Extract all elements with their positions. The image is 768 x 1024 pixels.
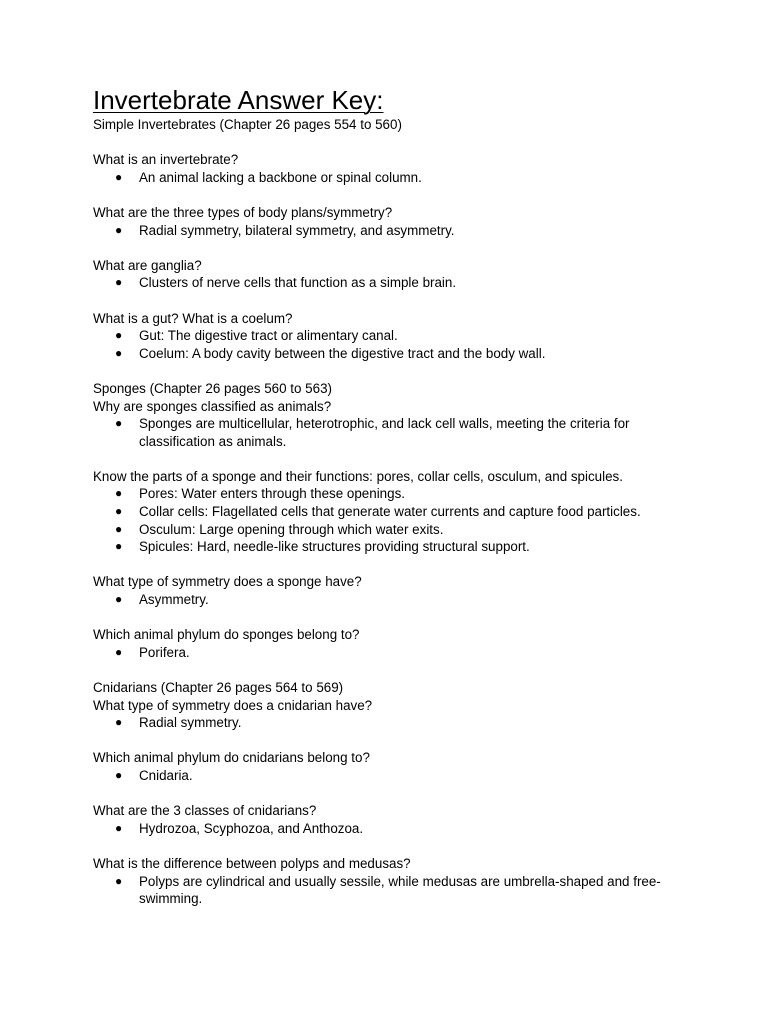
answer-text: Porifera. — [139, 644, 190, 660]
answer-item — [93, 521, 693, 539]
section-heading: Cnidarians (Chapter 26 pages 564 to 569) — [93, 680, 344, 695]
question-text: What are the three types of body plans/symmetry? — [93, 204, 393, 220]
answer-item — [93, 538, 693, 556]
answer-item — [93, 767, 693, 785]
answer-item — [93, 644, 693, 662]
answer-list — [93, 415, 693, 450]
question-text: Which animal phylum do cnidarians belong to? — [93, 750, 370, 766]
bullet-icon: ● — [115, 820, 123, 835]
question-text: What is the difference between polyps and medusas? — [93, 855, 411, 871]
answer-list — [93, 767, 693, 785]
bullet-icon: ● — [115, 169, 123, 184]
question-text: What are ganglia? — [93, 257, 202, 273]
answer-list — [93, 820, 693, 838]
answer-text: Asymmetry. — [139, 592, 209, 608]
question-block — [93, 855, 693, 908]
question-text: What type of symmetry does a sponge have? — [93, 574, 362, 590]
answer-text: Hydrozoa, Scyphozoa, and Anthozoa. — [139, 820, 364, 836]
bullet-icon: ● — [115, 345, 123, 360]
bullet-icon: ● — [115, 486, 123, 501]
question-block — [93, 257, 693, 292]
answer-item — [93, 274, 693, 292]
answer-text: Pores: Water enters through these openings. — [139, 486, 405, 502]
question-block — [93, 204, 693, 239]
answer-text: Cnidaria. — [139, 767, 193, 783]
answer-text: Collar cells: Flagellated cells that generate water currents and capture food particles. — [139, 504, 641, 520]
question-block — [93, 468, 693, 556]
bullet-icon: ● — [115, 222, 123, 237]
question-text: What are the 3 classes of cnidarians? — [93, 803, 317, 819]
bullet-icon: ● — [115, 416, 123, 431]
question-text: Which animal phylum do sponges belong to? — [93, 627, 360, 643]
question-text: Know the parts of a sponge and their functions: pores, collar cells, osculum, and spicules. — [93, 468, 623, 484]
question-text: Why are sponges classified as animals? — [93, 398, 332, 414]
answer-list — [93, 644, 693, 662]
bullet-icon: ● — [115, 328, 123, 343]
bullet-icon: ● — [115, 275, 123, 290]
answer-item — [93, 714, 693, 732]
question-text: What type of symmetry does a cnidarian have? — [93, 697, 373, 713]
question-block — [93, 697, 693, 732]
document-body — [93, 116, 693, 908]
answer-text: Gut: The digestive tract or alimentary canal. — [139, 328, 398, 344]
bullet-icon: ● — [115, 767, 123, 782]
answer-list — [93, 169, 693, 187]
answer-list — [93, 591, 693, 609]
bullet-icon: ● — [115, 521, 123, 536]
answer-list — [93, 274, 693, 292]
answer-list — [93, 714, 693, 732]
question-block — [93, 749, 693, 784]
answer-item — [93, 345, 693, 363]
bullet-icon: ● — [115, 504, 123, 519]
answer-text: Radial symmetry, bilateral symmetry, and asymmetry. — [139, 222, 455, 238]
document-page — [93, 84, 693, 908]
question-block — [93, 626, 693, 661]
question-block — [93, 573, 693, 608]
question-block — [93, 802, 693, 837]
answer-text: Sponges are multicellular, heterotrophic, and lack cell walls, meeting the criteria for classification as animals. — [139, 416, 630, 449]
answer-list — [93, 485, 693, 555]
question-block — [93, 310, 693, 363]
answer-item — [93, 169, 693, 187]
answer-text: Clusters of nerve cells that function as a simple brain. — [139, 275, 457, 291]
section-heading: Sponges (Chapter 26 pages 560 to 563) — [93, 380, 332, 396]
question-block — [93, 398, 693, 451]
question-block — [93, 151, 693, 186]
answer-item — [93, 485, 693, 503]
answer-list — [93, 222, 693, 240]
answer-list — [93, 327, 693, 362]
bullet-icon: ● — [115, 592, 123, 607]
bullet-icon: ● — [115, 539, 123, 554]
answer-text: Radial symmetry. — [139, 715, 242, 731]
answer-item — [93, 327, 693, 345]
answer-text: Spicules: Hard, needle-like structures providing structural support. — [139, 539, 530, 555]
question-text: What is a gut? What is a coelum? — [93, 310, 293, 326]
answer-list — [93, 873, 693, 908]
answer-item — [93, 415, 693, 450]
answer-text: Osculum: Large opening through which water exits. — [139, 521, 444, 537]
section-heading: Simple Invertebrates (Chapter 26 pages 554 to 560) — [93, 117, 402, 132]
document-title: Invertebrate Answer Key: — [93, 85, 384, 115]
answer-text: Coelum: A body cavity between the digestive tract and the body wall. — [139, 345, 546, 361]
answer-item — [93, 820, 693, 838]
answer-item — [93, 222, 693, 240]
answer-item — [93, 873, 693, 908]
bullet-icon: ● — [115, 644, 123, 659]
question-text: What is an invertebrate? — [93, 152, 239, 168]
answer-item — [93, 591, 693, 609]
answer-text: An animal lacking a backbone or spinal column. — [139, 169, 422, 185]
bullet-icon: ● — [115, 715, 123, 730]
answer-text: Polyps are cylindrical and usually sessile, while medusas are umbrella-shaped and free-swimming. — [139, 873, 661, 907]
bullet-icon: ● — [115, 873, 123, 888]
answer-item — [93, 503, 693, 521]
